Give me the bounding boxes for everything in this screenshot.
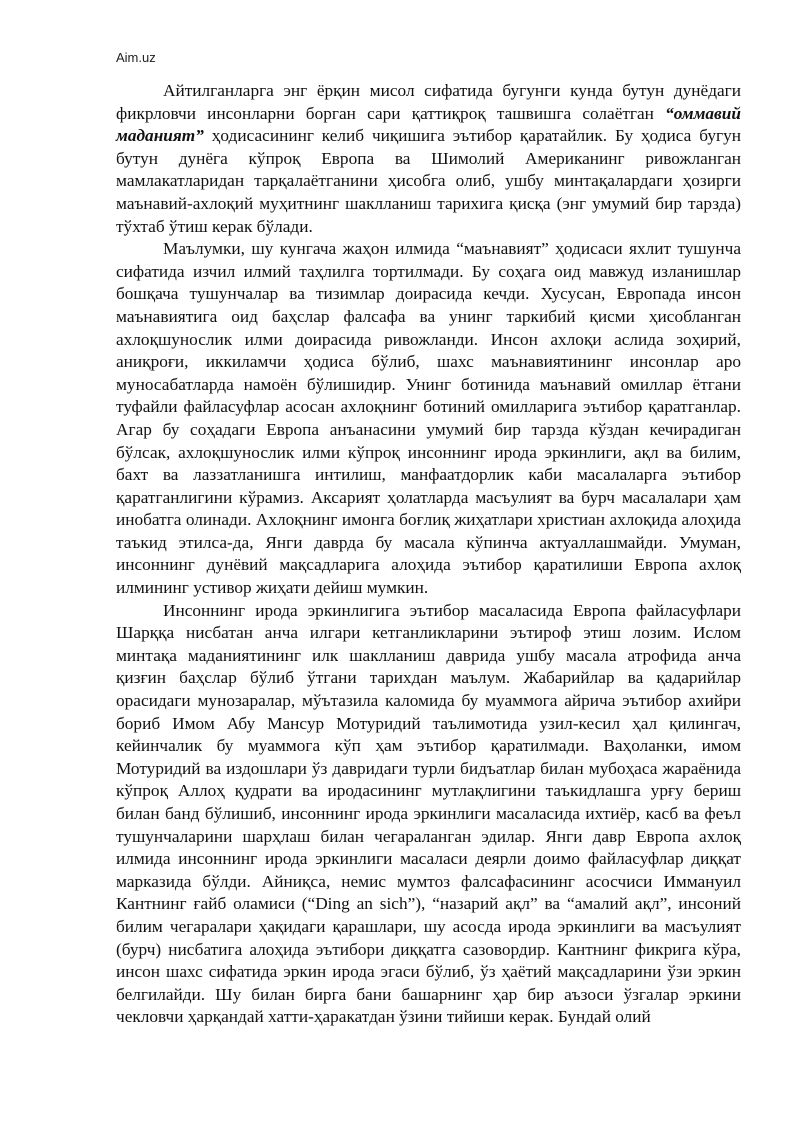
emphasis-text: Иммануил Кант <box>116 871 741 914</box>
text-run: ” ҳодисаси яхлит тушунча сифатида изчил илмий таҳлилга тортилмади. Бу соҳага оид мавжуд изланишлар бошқача тушунчалар ва тизимлар доирасида кечди. Хусусан, Европада инсон маънавиятига оид баҳслар фалсафа ва унинг таркибий қисми ҳисобланган <box>116 239 741 326</box>
text-run: таълимотида узил-кесил ҳал қилингач, кейинчалик бу муаммога кўп ҳам эътибор қаратилмади. Ваҳоланки, имом <box>116 713 742 756</box>
emphasis-text: имон <box>341 510 380 530</box>
text-run: га боғлиқ жиҳатлари христиан ахлоқида алоҳида таъкид этилса-да, Янги даврда бу масала кўпинча актуаллашмайди. Умуман, инсоннинг <box>116 510 741 575</box>
emphasis-text: Абу Мансур Мотуридий <box>226 713 421 733</box>
emphasis-text: олий <box>615 1007 651 1027</box>
text-run: нисбатига алоҳида эътибори диққатга сазовордир. Кантнинг фикрига кўра, инсон шахс сифатида <box>116 939 741 982</box>
emphasis-text: Инсоннинг ирода эркинлигига <box>163 600 400 620</box>
text-run: доирасида ривожланди. Инсон ахлоқи аслида зоҳирий, аниқроғи, иккиламчи ҳодиса бўлиб, шахс маънавиятининг инсонлар аро муносабатларда намоён бўлишидир. Унинг ботинида маънавий омиллар ётгани туфайли файласуфлар асосан ахлоқнинг ботиний омилларига эътибор қаратганлар. Агар бу соҳадаги Европа анъанасини умумий бир тарзда кўздан кечирадиган бўлсак, ахлоқшунослик илми кўпроқ <box>116 329 741 462</box>
emphasis-text: бурч <box>581 487 615 507</box>
text-run: нинг ғайб оламиси (“Ding an sich”), “назарий ақл” ва “амалий ақл”, инсоний билим чегаралари ҳақидаги қарашлари, шу асосда <box>116 894 741 936</box>
emphasis-text: ирода эркинлиги <box>508 916 635 936</box>
emphasis-text: ихтиёр, касб <box>585 804 679 823</box>
text-run: эътибор масаласида Европа файласуфлари Шарққа нисбатан анча илгари кетганликларини эътироф этиш лозим. Ислом минтақа маданиятининг илк шаклланиш даврида ушбу масала атрофида анча қизғин баҳслар бўлиб ўтгани тарихдан маълум. Жабарийлар ва қадарийлар орасидаги мунозаралар, мўътазила каломида бу муаммога айрича эътибор ахийри бориб Имом <box>116 600 741 733</box>
text-run: ҳодисасининг келиб чиқишига эътибор қаратайлик. Бу ҳодиса бугун бутун дунёга кўпроқ Европа ва Шимолий Американинг ривожланган мамлакатларидан тарқалаётганини ҳисобга олиб, ушбу минтақалардаги ҳозирги маънавий-ахлоқий муҳитнинг шаклланиш тарихига қисқа (энг умумий бир тарзда) тўхтаб ўтиш керак бўлади. <box>116 126 741 236</box>
emphasis-text: инсоннинг ирода эркинлиги, ақл ва билим, бахт ва лаззатланишга интилиш, манфаатдорлик <box>116 442 741 485</box>
text-run: ва <box>634 916 665 936</box>
emphasis-text: дунёвий мақсадлар <box>206 555 356 575</box>
emphasis-text: ахлоқшунослик илми <box>116 329 283 349</box>
site-header: Aim.uz <box>116 50 156 65</box>
text-run: ва <box>551 487 582 507</box>
text-run: ва издошлари ўз давридаги турли бидъатлар билан мубоҳаса жараёнида кўпроқ Аллоҳ қудрати ва иродасининг мутлақлигини таъкидлашга урғу бериш билан банд бўлишиб, инсоннинг ирода эркинлиги масаласида <box>116 758 741 823</box>
text-run: тушунчаларини шарҳлаш билан чегараланган эдилар. Янги давр Европа ахлоқ илмида <box>116 826 741 869</box>
text-run: ва <box>678 804 705 823</box>
text-run: каби масалаларга эътибор қаратганлигини кўрамиз. Аксарият ҳолатларда <box>116 465 741 507</box>
text-run: ига алоҳида эътибор қаратилиши Европа ахлоқ илмининг устивор жиҳати дейиш мумкин. <box>116 555 741 598</box>
text-run: Маълумки, шу кунгача жаҳон илмида “ <box>163 239 464 259</box>
text-run: Айтилганларга энг ёрқин мисол сифатида бугунги кунда бутун дунёдаги фикрловчи инсонларни борган сари қаттиқроқ ташвишга солаётган <box>116 81 741 123</box>
paragraph-3 <box>116 600 741 1029</box>
emphasis-text: феъл <box>704 804 741 823</box>
emphasis-text: эркин ирода эгаси <box>283 962 420 982</box>
emphasis-text: масъулият <box>475 487 552 507</box>
document-body <box>116 80 741 1029</box>
emphasis-text: инсоннинг ирода эркинлиги <box>178 849 393 869</box>
text-run: масаласи деярли доимо файласуфлар диққат марказида бўлди. Айниқса, немис мумтоз фалсафасининг асосчиси <box>116 849 741 891</box>
emphasis-text: маънавият <box>463 239 542 259</box>
emphasis-text: “оммавий маданият” <box>116 103 741 146</box>
paragraph-1 <box>116 80 741 238</box>
paragraph-2 <box>116 238 741 600</box>
text-run: бўлиб, ўз ҳаётий мақсадларини ўзи эркин белгилайди. Шу билан бирга бани башарнинг ҳар бир аъзоси ўзгалар эркини чекловчи ҳарқандай хатти-ҳаракатдан ўзини тийиши керак. Бундай <box>116 962 741 1027</box>
emphasis-text: Мотуридий <box>116 758 201 778</box>
text-run: масалалари ҳам инобатга олинади. Ахлоқнинг <box>116 487 741 530</box>
emphasis-text: масъулият (бурч) <box>116 916 742 959</box>
